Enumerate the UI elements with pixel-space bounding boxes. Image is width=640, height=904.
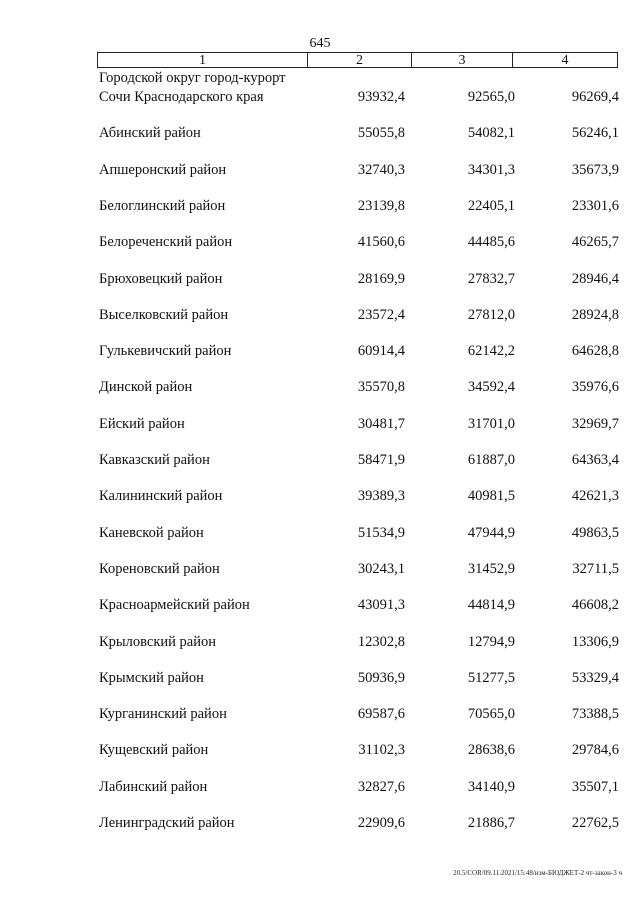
row-value-col4: 46265,7 (571, 234, 619, 251)
column-header-1: 1 (98, 53, 308, 67)
row-value-col3: 28638,6 (467, 742, 515, 759)
row-name: Крымский район (99, 669, 204, 686)
row-value-col3: 31452,9 (467, 560, 515, 577)
table-row (0, 742, 640, 762)
row-name: Динской район (99, 379, 193, 396)
row-value-col3: 47944,9 (467, 524, 515, 541)
row-name: Апшеронский район (99, 161, 227, 178)
row-value-col2: 30481,7 (357, 415, 405, 432)
column-header-4: 4 (561, 53, 569, 68)
table-row (0, 452, 640, 472)
row-name: Кореновский район (99, 560, 220, 577)
row-value-col2: 35570,8 (357, 379, 405, 396)
row-value-col4: 22762,5 (571, 815, 619, 831)
row-name: Крыловский район (99, 633, 216, 650)
row-name: Курганинский район (99, 706, 227, 723)
table-row (0, 307, 640, 327)
row-value-col3: 12794,9 (467, 633, 515, 650)
row-value-col3: 70565,0 (467, 706, 515, 723)
row-name: Ейский район (99, 415, 185, 432)
row-value-col2: 93932,4 (357, 89, 405, 105)
row-name: Кущевский район (99, 742, 209, 759)
row-value-col2: 55055,8 (357, 125, 405, 142)
row-value-col3: 34140,9 (467, 778, 515, 795)
table-row (0, 125, 640, 145)
row-value-col4: 53329,4 (571, 669, 619, 686)
row-value-col4: 64628,8 (571, 343, 619, 360)
row-value-col4: 32711,5 (572, 560, 619, 577)
row-value-col2: 43091,3 (357, 597, 405, 614)
row-value-col2: 23139,8 (357, 197, 405, 214)
row-name: Красноармейский район (99, 597, 250, 614)
row-value-col4: 42621,3 (571, 488, 619, 505)
row-value-col2: 30243,1 (357, 560, 405, 577)
row-value-col2: 12302,8 (357, 633, 405, 650)
row-value-col3: 21886,7 (467, 815, 515, 831)
row-value-col3: 44814,9 (467, 597, 515, 614)
row-value-col2: 50936,9 (357, 669, 405, 686)
table-row (0, 162, 640, 182)
row-value-col3: 54082,1 (467, 125, 515, 142)
row-value-col4: 64363,4 (571, 452, 619, 468)
table-row (0, 597, 640, 617)
row-value-col4: 46608,2 (571, 597, 619, 614)
row-value-col2: 39389,3 (357, 488, 405, 505)
table-row (0, 89, 640, 109)
row-value-col4: 56246,1 (571, 125, 619, 142)
row-name: Белореченский район (99, 234, 233, 251)
row-value-col4: 49863,5 (571, 524, 619, 541)
row-value-col4: 28924,8 (571, 306, 619, 323)
table-row (0, 561, 640, 581)
row-value-col4: 29784,6 (571, 742, 619, 759)
row-value-col4: 13306,9 (571, 633, 619, 650)
row-value-col3: 62142,2 (467, 343, 515, 360)
row-value-col3: 92565,0 (467, 89, 515, 105)
row-value-col3: 34301,3 (467, 161, 515, 178)
row-value-col4: 73388,5 (571, 706, 619, 723)
row-value-col4: 96269,4 (571, 89, 619, 105)
row-value-col2: 23572,4 (357, 306, 405, 323)
row-value-col4: 28946,4 (571, 270, 619, 287)
table-row (0, 234, 640, 254)
table-row (0, 271, 640, 291)
row-value-col3: 31701,0 (467, 415, 515, 432)
page-number: 645 (309, 36, 331, 51)
table-row (0, 416, 640, 436)
row-value-col2: 28169,9 (357, 270, 405, 287)
row-value-col3: 61887,0 (467, 452, 515, 468)
row-name: Лабинский район (99, 778, 208, 795)
row-value-col4: 32969,7 (571, 415, 619, 432)
first-row-name-line1: Городской округ город-курорт (99, 70, 286, 86)
table-row (0, 634, 640, 654)
footer-file-stamp: 20.5/СОR/09.11.2021/15:48/изм-БЮДЖЕТ-2 чт-закон-3 ч (453, 869, 622, 877)
row-name: Белоглинский район (99, 197, 226, 214)
table-row (0, 198, 640, 218)
row-name: Брюховецкий район (99, 270, 223, 287)
row-name: Гулькевичский район (99, 343, 232, 360)
column-header-2: 2 (308, 53, 412, 67)
row-value-col4: 23301,6 (571, 197, 619, 214)
row-value-col2: 60914,4 (357, 343, 405, 360)
row-name: Каневской район (99, 524, 204, 541)
row-value-col2: 58471,9 (357, 452, 405, 468)
table-row (0, 379, 640, 399)
row-name: Калининский район (99, 488, 223, 505)
row-value-col4: 35976,6 (571, 379, 619, 396)
row-value-col4: 35507,1 (571, 778, 619, 795)
table-row (0, 525, 640, 545)
row-value-col3: 44485,6 (467, 234, 515, 251)
row-value-col3: 51277,5 (467, 669, 515, 686)
column-header-3: 3 (412, 53, 513, 67)
row-value-col2: 32740,3 (357, 161, 405, 178)
row-name: Выселковский район (99, 306, 229, 323)
row-name: Ленинградский район (99, 815, 235, 831)
row-value-col2: 69587,6 (357, 706, 405, 723)
row-value-col3: 22405,1 (467, 197, 515, 214)
row-value-col4: 35673,9 (571, 161, 619, 178)
row-value-col3: 40981,5 (467, 488, 515, 505)
row-value-col3: 27812,0 (467, 306, 515, 323)
row-name: Сочи Краснодарского края (99, 89, 264, 105)
row-value-col3: 34592,4 (467, 379, 515, 396)
table-row (0, 815, 640, 835)
row-value-col2: 31102,3 (358, 742, 405, 759)
table-row (0, 706, 640, 726)
row-name: Абинский район (99, 125, 201, 142)
table-row (0, 779, 640, 799)
row-name: Кавказский район (99, 452, 210, 468)
row-value-col2: 32827,6 (357, 778, 405, 795)
table-row (0, 343, 640, 363)
table-row (0, 488, 640, 508)
row-value-col2: 22909,6 (357, 815, 405, 831)
row-value-col2: 51534,9 (357, 524, 405, 541)
row-value-col2: 41560,6 (357, 234, 405, 251)
row-value-col3: 27832,7 (467, 270, 515, 287)
table-row (0, 670, 640, 690)
